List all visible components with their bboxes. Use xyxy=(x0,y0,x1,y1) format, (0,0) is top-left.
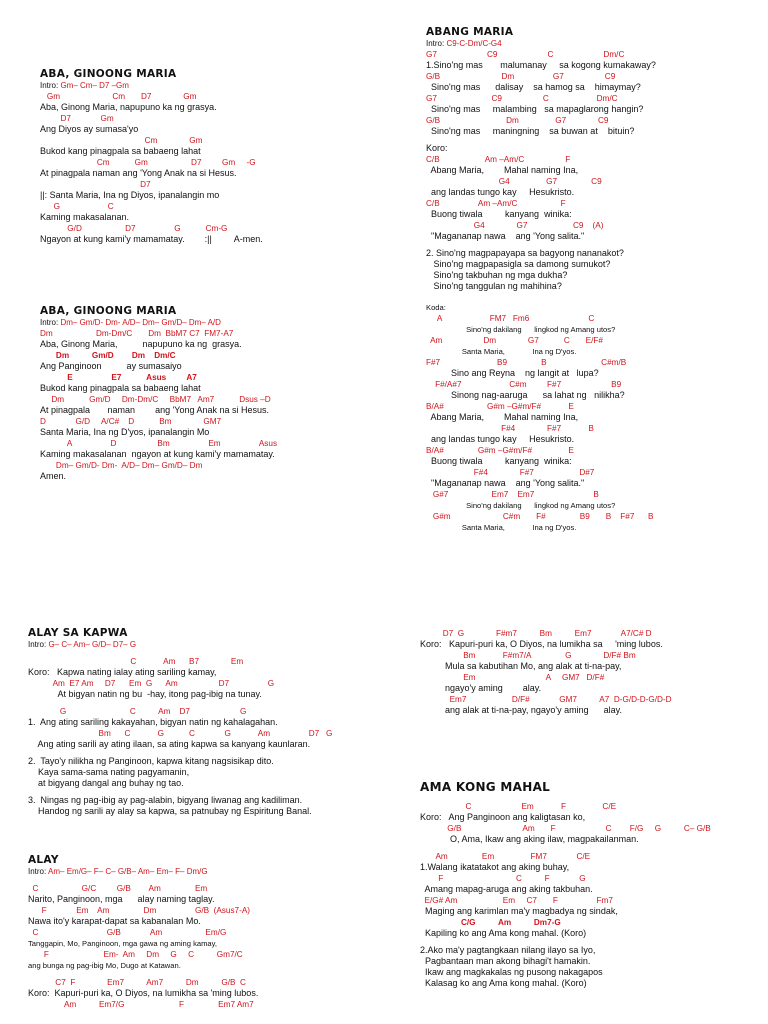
intro-chords: Gm– Cm– D7 –Gm xyxy=(60,81,129,90)
chord-line: G/D D7 G Cm-G xyxy=(40,224,228,233)
song-title: ALAY SA KAPWA xyxy=(28,627,128,639)
lyric-line: At pinagpala naman ang 'Yong Anak na si Hesus. xyxy=(40,405,270,415)
song-intro xyxy=(28,867,258,877)
chord-line: A FM7 Fm6 C xyxy=(426,314,595,323)
chord-line: G#m C#m F# B9 B F#7 B xyxy=(426,512,654,521)
song-block xyxy=(40,305,277,482)
lyric-line: "Maganaпap nawa ang 'Yong salita." xyxy=(426,478,585,488)
lyric-line: 2. Sino'ng magpapayapa sa bagyong nananakot? xyxy=(426,248,624,258)
lyric-line: Koda: xyxy=(426,303,446,312)
song-intro xyxy=(40,81,263,91)
chord-line: C/B Am –Am/C F xyxy=(426,155,571,164)
chord-line: Gm Cm D7 Gm xyxy=(40,92,197,101)
intro-label: Intro: xyxy=(40,81,61,90)
chord-line: B/A# G#m –G#m/F# E xyxy=(426,402,574,411)
lyric-line: Koro: Kapwa nating ialay ating sariling kamay, xyxy=(28,667,217,677)
chord-line: F Em- Am Dm G C Gm7/C xyxy=(28,950,243,959)
chord-line: F#/A#7 C#m F#7 B9 xyxy=(426,380,622,389)
lyric-line: Handog ng sarili ay alay sa kapwa, sa patnubay ng Espiritung Banal. xyxy=(28,806,312,816)
lyric-line: Bukod kang pinagpala sa babaeng lahat xyxy=(40,383,201,393)
chord-line: E E7 Asus A7 xyxy=(40,373,197,382)
lyric-line: Maging ang karimlan ma'y magbadya ng sindak, xyxy=(420,906,618,916)
song-block xyxy=(420,780,711,989)
song-intro xyxy=(28,640,332,650)
chord-line: G7 C9 C Dm/C xyxy=(426,94,618,103)
lyric-line: at bigyang dangal ang buhay ng tao. xyxy=(28,778,184,788)
lyric-line: At pinagpala naman ang 'Yong Anak na si Hesus. xyxy=(40,168,237,178)
lyric-line: ang alak at ti-na-pay, ngayo'y aming alay. xyxy=(420,705,622,715)
lyric-line: Ang Diyos ay sumasa'yo xyxy=(40,124,139,134)
intro-chords: Dm– Gm/D- Dm- A/D– Dm– Gm/D– Dm– A/D xyxy=(60,318,221,327)
chord-line: B/A# G#m –G#m/F# E xyxy=(426,446,574,455)
chord-line: C/B Am –Am/C F xyxy=(426,199,566,208)
lyric-line: Sino'ng takbuhan ng mga dukha? xyxy=(426,270,568,280)
lyric-line: Sino'ng dakilang lingkod ng Amang utos? xyxy=(426,501,616,510)
lyric-line: ang bunga ng pag-ibig Mo, Dugo at Katawan. xyxy=(28,961,181,970)
song-intro xyxy=(426,39,656,49)
chord-line: C G/B Am Em/G xyxy=(28,928,227,937)
intro-label: Intro: xyxy=(28,867,49,876)
intro-chords: G– C– Am– G/D– D7– G xyxy=(48,640,137,649)
chord-line: Bm C G C G Am D7 G xyxy=(28,729,333,738)
chord-line: Am Em7/G F Em7 Am7 xyxy=(28,1000,254,1009)
lyric-line: Santa Maria, Ina ng D'yos, ipanalangin Mo xyxy=(40,427,210,437)
lyric-line: Ngayon at kung kami'y mamamatay. :|| A-men. xyxy=(40,234,263,244)
lyric-line: Aba, Ginong Maria, napupuno ka ng grasya. xyxy=(40,102,217,112)
chord-line: F Em Am Dm G/B (Asus7-A) xyxy=(28,906,251,915)
chord-line: G7 C9 C Dm/C xyxy=(426,50,625,59)
chord-line: F#4 F#7 D#7 xyxy=(426,468,595,477)
chord-line: F#4 F#7 B xyxy=(426,424,594,433)
lyric-line: Abang Maria, Mahal naming Ina, xyxy=(426,412,579,422)
chord-line: C Em F C/E xyxy=(420,802,617,811)
intro-label: Intro: xyxy=(28,640,49,649)
lyric-line: Pagbantaan man akong bihagi't hamakin. xyxy=(420,956,591,966)
lyric-line: At bigyan natin ng bu -hay, itong pag-ibig na tunay. xyxy=(28,689,262,699)
lyric-line: Sino ang Reyna ng langit at lupa? xyxy=(426,368,599,378)
song-block xyxy=(40,68,263,245)
lyric-line: Sino'ng tanggulan ng mahihina? xyxy=(426,281,562,291)
chord-line: Dm– Gm/D- Dm- A/D– Dm– Gm/D– Dm xyxy=(40,461,203,470)
chord-line: Dm Gm/D Dm Dm/C xyxy=(40,351,176,360)
chord-line: G4 G7 C9 xyxy=(426,177,602,186)
chord-line: Em7 D/F# GM7 A7 D-G/D-D-G/D-D xyxy=(420,695,672,704)
lyric-line: Sino'ng mas maningning sa buwan at bituin? xyxy=(426,126,635,136)
lyric-line: Sino'ng mas dalisay sa hamog sa himaymay? xyxy=(426,82,641,92)
lyric-line: Ikaw ang magkakalas ng pusong nakagapos xyxy=(420,967,603,977)
chord-line: Am E7 Am D7 Em G Am D7 G xyxy=(28,679,275,688)
song-title: AMA KONG MAHAL xyxy=(420,780,551,794)
lyric-line: Tanggapin, Mo, Panginoon, mga gawa ng aming kamay, xyxy=(28,939,217,948)
lyric-line: Aba, Ginong Maria, napupuno ka ng grasya. xyxy=(40,339,242,349)
chord-line: G4 G7 C9 (A) xyxy=(426,221,604,230)
song-title: ALAY xyxy=(28,854,59,866)
chord-line: Am Dm G7 C E/F# xyxy=(426,336,603,345)
lyric-line: Kapiling ko ang Ama kong mahal. (Koro) xyxy=(420,928,587,938)
lyric-line: Buong tiwala kanyang winika: xyxy=(426,209,572,219)
lyric-line: Kaming makasalanan. xyxy=(40,212,130,222)
chord-line: C Am B7 Em xyxy=(28,657,244,666)
lyric-line: Koro: Kapuri-puri ka, O Diyos, na lumikha sa 'ming lubos. xyxy=(420,639,663,649)
lyric-line: ngayo'y aming alay. xyxy=(420,683,542,693)
lyric-line: ang landas tungo kay Hesukristo. xyxy=(426,187,575,197)
song-block xyxy=(28,854,258,1010)
lyric-line: Kalasag ko ang Ama kong mahal. (Koro) xyxy=(420,978,587,988)
lyric-line: Buong tiwala kanyang winika: xyxy=(426,456,572,466)
lyric-line: Sinong nag-aaruga sa lahat ng nilikha? xyxy=(426,390,625,400)
lyric-line: 1.Walang ikatatakot ang aking buhay, xyxy=(420,862,570,872)
lyric-line: Sino'ng dakilang lingkod ng Amang utos? xyxy=(426,325,616,334)
intro-label: Intro: xyxy=(426,39,447,48)
intro-chords: Am– Em/G– F– C– G/B– Am– Em– F– Dm/G xyxy=(48,867,208,876)
lyric-line: Kaming makasalanan ngayon at kung kami'y mamamatay. xyxy=(40,449,275,459)
lyric-line: Kaya sama-sama nating pagyamanin, xyxy=(28,767,190,777)
chord-line: C7 F Em7 Am7 Dm G/B C xyxy=(28,978,246,987)
lyric-line: "Maganaпap nawa ang 'Yong salita." xyxy=(426,231,585,241)
chord-line: Bm F#m7/A G D/F# Bm xyxy=(420,651,636,660)
chord-line: D7 G F#m7 Bm Em7 A7/C# D xyxy=(420,629,652,638)
song-title: ABA, GINOONG MARIA xyxy=(40,305,177,317)
chord-line: Cm Gm xyxy=(40,136,203,145)
chord-line: D7 Gm xyxy=(40,114,114,123)
chord-line: F C F G xyxy=(420,874,586,883)
song-title: ABANG MARIA xyxy=(426,26,514,38)
spacer xyxy=(426,292,656,302)
lyric-line: Koro: Kapuri-puri ka, O Diyos, na lumikha sa 'ming lubos. xyxy=(28,988,259,998)
chord-line: Dm Gm/D Dm-Dm/C BbM7 Am7 Dsus –D xyxy=(40,395,271,404)
chord-line: G/B Dm G7 C9 xyxy=(426,116,609,125)
chord-line: G C xyxy=(40,202,114,211)
chord-line: D G/D A/C# D Bm GM7 xyxy=(40,417,222,426)
lyric-line: Koro: xyxy=(426,143,448,153)
chord-line: A D Bm Em Asus xyxy=(40,439,278,448)
lyric-line: 1. Ang ating sariling kakayahan, bigyan natin ng kahalagahan. xyxy=(28,717,278,727)
lyric-line: Abang Maria, Mahal naming Ina, xyxy=(426,165,579,175)
song-block xyxy=(426,26,656,533)
chord-line: E/G# Am Em C7 F Fm7 xyxy=(420,896,613,905)
lyric-line: Bukod kang pinagpala sa babaeng lahat xyxy=(40,146,201,156)
song-block xyxy=(420,628,672,716)
chord-line: Dm Dm-Dm/C Dm BbM7 C7 FM7-A7 xyxy=(40,329,234,338)
chord-line: Am Em FM7 C/E xyxy=(420,852,591,861)
chord-line: G#7 Em7 Em7 B xyxy=(426,490,599,499)
lyric-line: ang landas tungo kay Hesukristo. xyxy=(426,434,575,444)
chord-line: C G/C G/B Am Em xyxy=(28,884,208,893)
chord-line: F#7 B9 B C#m/B xyxy=(426,358,627,367)
song-intro xyxy=(40,318,277,328)
lyric-line: ||: Santa Maria, Ina ng Diyos, ipanalangin mo xyxy=(40,190,220,200)
lyric-line: Mula sa kabutihan Mo, ang alak at ti-na-pay, xyxy=(420,661,622,671)
lyric-line: Santa Maria, Ina ng D'yos. xyxy=(426,347,577,356)
chord-line: C/G Am Dm7-G xyxy=(420,918,561,927)
intro-label: Intro: xyxy=(40,318,61,327)
lyric-line: 2. Tayo'y nilikha ng Panginoon, kapwa kitang nagsisikap dito. xyxy=(28,756,274,766)
lyric-line: Koro: Ang Panginoon ang kaligtasan ko, xyxy=(420,812,586,822)
lyric-line: Ang Panginoon ay sumasaiyo xyxy=(40,361,182,371)
chord-line: D7 xyxy=(40,180,151,189)
lyric-line: O, Ama, Ikaw ang aking ilaw, magpakailanman. xyxy=(420,834,639,844)
lyric-line: Amang mapag-aruga ang aking takbuhan. xyxy=(420,884,593,894)
lyric-line: 2.Ako ma'y pagtangkaan nilang ilayo sa Iyo, xyxy=(420,945,596,955)
lyric-line: Amen. xyxy=(40,471,67,481)
song-block xyxy=(28,627,332,817)
lyric-line: 3. Ningas ng pag-ibig ay pag-alabin, bigyang liwanag ang kadiliman. xyxy=(28,795,303,805)
lyric-line: Ang ating sarili ay ating ilaan, sa ating kapwa sa kanyang kaunlaran. xyxy=(28,739,311,749)
chord-line: Cm Gm D7 Gm -G xyxy=(40,158,256,167)
chord-line: G/B Dm G7 C9 xyxy=(426,72,616,81)
intro-chords: C9-C-Dm/C-G4 xyxy=(446,39,502,48)
lyric-line: Santa Maria, Ina ng D'yos. xyxy=(426,523,577,532)
chord-line: G C Am D7 G xyxy=(28,707,247,716)
chord-line: G/B Am F C F/G G C– G/B xyxy=(420,824,711,833)
lyric-line: Nawa ito'y karapat-dapat sa kabanalan Mo. xyxy=(28,916,201,926)
chord-line: Em A GM7 D/F# xyxy=(420,673,605,682)
song-title: ABA, GINOONG MARIA xyxy=(40,68,177,80)
lyric-line: Sino'ng mas malambing sa mapaglarong hangin? xyxy=(426,104,644,114)
lyric-line: Sino'ng magpapasigla sa damong sumukot? xyxy=(426,259,611,269)
lyric-line: 1.Sino'ng mas malumanay sa kogong kumakaway? xyxy=(426,60,656,70)
lyric-line: Narito, Panginoon, mga alay naming taglay. xyxy=(28,894,215,904)
